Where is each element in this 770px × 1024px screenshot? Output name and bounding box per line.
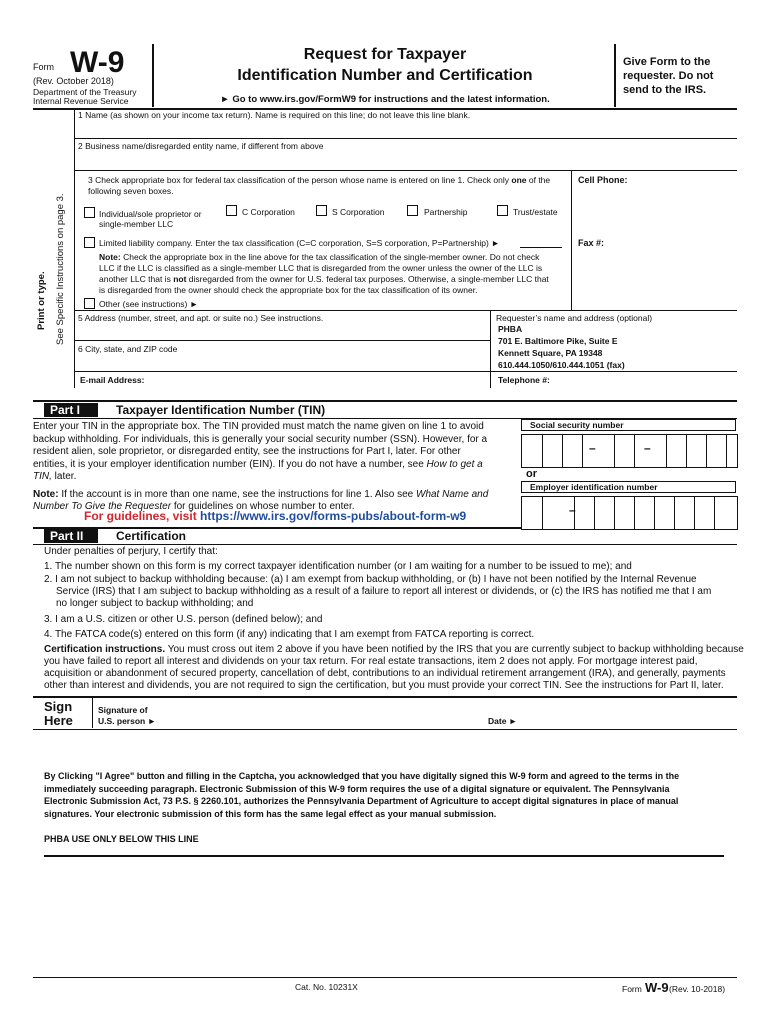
- c-corp-checkbox[interactable]: [226, 205, 237, 216]
- email-input[interactable]: [160, 373, 485, 386]
- ssn-dash-1: –: [589, 441, 596, 455]
- line3-text-b: of the: [528, 175, 551, 185]
- part1-p1: Enter your TIN in the appropriate box. The TIN provided must match the name given on line 1 to avoid: [33, 421, 484, 432]
- part1-note-i2: Number To Give the Requester: [33, 501, 172, 512]
- footer-revision: (Rev. 10-2018): [669, 984, 726, 994]
- llc-note: [99, 252, 569, 296]
- part1-title: Taxpayer Identification Number (TIN): [116, 403, 326, 417]
- other-label: Other (see instructions) ►: [99, 299, 199, 309]
- rule-before-email: [74, 371, 737, 372]
- phba-use-only: PHBA USE ONLY BELOW THIS LINE: [44, 834, 199, 844]
- ein-input[interactable]: [521, 496, 738, 530]
- left-margin-rule: [74, 108, 75, 388]
- ssn-dash-2: –: [644, 441, 651, 455]
- consent-line-4: signatures. Your electronic submission of this form has the same legal effect as your manual submission.: [44, 808, 497, 819]
- part1-p2: backup withholding. For individuals, this is generally your social security number (SSN). However, for a: [33, 433, 488, 445]
- requester-divider: [490, 310, 491, 388]
- part1-note-a: If the account is in more than one name, see the instructions for line 1. Also see: [61, 488, 414, 500]
- irs-link-text: ► Go to www.irs.gov/FormW9 for instructions and the latest information.: [220, 94, 550, 105]
- signature-label-2: U.S. person ►: [98, 716, 157, 726]
- requester-address-2: Kennett Square, PA 19348: [498, 348, 603, 358]
- cert-item-2c: no longer subject to backup withholding; and: [56, 598, 254, 609]
- part1-p3: resident alien, sole proprietor, or disregarded entity, see the instructions for Part I, later. For other: [33, 446, 461, 457]
- consent-line-2: immediately succeeding paragraph. Electronic Submission of this W-9 form requires the use of a digital signature or equivalent. The Pennsylvania: [44, 783, 670, 794]
- line3-text-a: 3 Check appropriate box for federal tax classification of the person whose name is entered on line 1. Check only: [88, 175, 509, 185]
- part2-label: Part II: [44, 529, 98, 543]
- part2-title-rule: [33, 544, 737, 545]
- cert-instr-2: you have failed to report all interest and dividends on your tax return. For real estate transactions, item 2 does not apply. For mortgage interest paid,: [44, 656, 698, 667]
- part1-p4i: How to get a: [426, 458, 483, 470]
- date-input[interactable]: [522, 702, 732, 726]
- c-corp-label: C Corporation: [242, 207, 295, 217]
- sign-divider: [92, 698, 93, 728]
- trust-checkbox[interactable]: [497, 205, 508, 216]
- line2-label: 2 Business name/disregarded entity name, if different from above: [78, 141, 324, 151]
- side-see-instructions: See Specific Instructions on page 3.: [55, 193, 66, 345]
- llc-classification-input[interactable]: [520, 247, 562, 248]
- requester-address-1: 701 E. Baltimore Pike, Suite E: [498, 336, 618, 346]
- part1-p5i: TIN,: [33, 471, 52, 482]
- or-label: or: [526, 468, 537, 480]
- line3-one: one: [511, 175, 527, 185]
- revision-date: (Rev. October 2018): [33, 76, 114, 86]
- part1-label: Part I: [44, 403, 98, 417]
- cert-item-1: 1. The number shown on this form is my correct taxpayer identification number (or I am waiting for a number to be issued to me); and: [44, 561, 632, 572]
- cert-instr-3: acquisition or abandonment of secured property, cancellation of debt, contributions to an individual retirement arrangement (IRA), and generally, payments: [44, 668, 726, 679]
- line3-label-2: following seven boxes.: [88, 186, 174, 196]
- other-checkbox[interactable]: [84, 298, 95, 309]
- llc-label: Limited liability company. Enter the tax classification (C=C corporation, S=S corporation, P=Partnership) ►: [99, 238, 500, 248]
- guidelines-label: For guidelines, visit: [84, 509, 197, 523]
- side-print: Print or type.: [36, 271, 47, 330]
- note-not: not: [173, 274, 187, 284]
- s-corp-checkbox[interactable]: [316, 205, 327, 216]
- ein-dash: –: [569, 503, 576, 517]
- ssn-label: Social security number: [521, 419, 736, 431]
- requester-name: PHBA: [498, 324, 523, 334]
- here-word: Here: [44, 713, 73, 728]
- line1-name-input[interactable]: [80, 122, 730, 136]
- partnership-checkbox[interactable]: [407, 205, 418, 216]
- rule-before-sign: [33, 696, 737, 698]
- cert-instr-1-text: You must cross out item 2 above if you have been notified by the IRS that you are currently subject to backup withholding because: [167, 644, 744, 655]
- line3-right-divider: [571, 170, 572, 310]
- rule-after-line1: [74, 138, 737, 139]
- individual-label-2: single-member LLC: [99, 219, 174, 229]
- part1-note-i1: What Name and: [416, 488, 489, 500]
- telephone-input[interactable]: [560, 373, 730, 386]
- part1-note-b: for guidelines on whose number to enter.: [173, 501, 355, 512]
- trust-label: Trust/estate: [513, 207, 558, 217]
- catalog-number: Cat. No. 10231X: [295, 982, 358, 992]
- footer-rule: [33, 977, 737, 978]
- cert-instructions-label: Certification instructions.: [44, 644, 166, 655]
- give-form-notice: Give Form to the requester. Do not send to the IRS.: [623, 56, 714, 96]
- line3-label: [88, 175, 550, 186]
- rule-after-sign: [33, 729, 737, 730]
- header-divider-right: [614, 44, 616, 107]
- cert-item-2a: 2. I am not subject to backup withholding because: (a) I am exempt from backup withholding, or (b) I have not been notified by the Internal Revenue: [44, 574, 697, 585]
- cert-item-2b: Service (IRS) that I am subject to backup withholding as a result of a failure to report all interest or dividends, or (c) the IRS has notified me that I am: [56, 586, 712, 597]
- phba-rule: [44, 855, 724, 857]
- title-line-2: Identification Number and Certification: [237, 67, 533, 84]
- sign-word: Sign: [44, 699, 73, 714]
- cert-instr-1: [44, 644, 744, 657]
- signature-input[interactable]: [165, 702, 465, 726]
- note-line-3b: disregarded from the owner for U.S. federal tax purposes. Otherwise, a single-member LLC that: [188, 274, 549, 284]
- line6-city-input[interactable]: [80, 356, 485, 370]
- header-divider-left: [152, 44, 154, 107]
- cert-item-3: 3. I am a U.S. citizen or other U.S. person (defined below); and: [44, 614, 323, 625]
- email-label: E-mail Address:: [80, 375, 145, 385]
- consent-paragraph: [44, 770, 734, 820]
- line6-label: 6 City, state, and ZIP code: [78, 344, 178, 354]
- note-label: Note:: [99, 252, 121, 262]
- line5-label: 5 Address (number, street, and apt. or suite no.) See instructions.: [78, 313, 324, 323]
- individual-checkbox[interactable]: [84, 207, 95, 218]
- cert-instr-4: other than interest and dividends, you are not required to sign the certification, but you must provide your correct TIN. See the instructions for Part II, later.: [44, 680, 724, 691]
- consent-line-1: By Clicking "I Agree" button and filling in the Captcha, you acknowledged that you have digitally signed this W-9 form and agreed to the terms in the: [44, 771, 680, 781]
- line5-address-input[interactable]: [80, 325, 485, 339]
- ssn-input[interactable]: [521, 434, 738, 468]
- footer-form-word: Form: [622, 984, 642, 994]
- line2-business-input[interactable]: [80, 153, 730, 167]
- department: Department of the Treasury: [33, 87, 137, 97]
- note-line-1: Check the appropriate box in the line above for the tax classification of the single-member owner. Do not check: [123, 252, 540, 262]
- date-label: Date ►: [488, 716, 518, 726]
- telephone-label: Telephone #:: [498, 375, 550, 385]
- line1-label: 1 Name (as shown on your income tax return). Name is required on this line; do not leave this line blank.: [78, 110, 471, 120]
- part2-title: Certification: [116, 529, 187, 543]
- s-corp-label: S Corporation: [332, 207, 385, 217]
- llc-checkbox[interactable]: [84, 237, 95, 248]
- form-word: Form: [33, 62, 54, 72]
- note-line-3a: another LLC that is: [99, 274, 171, 284]
- part1-instructions: [33, 421, 513, 514]
- note-line-2: LLC if the LLC is classified as a single-member LLC that is disregarded from the owner unless the owner of the LLC is: [99, 263, 543, 273]
- consent-line-3: Electronic Submission Act, 73 P.S. § 2260.101, authorizes the Pennsylvania Department of Agriculture to accept digital signatures in place of manual: [44, 796, 679, 806]
- note-line-4: is disregarded from the owner should check the appropriate box for the tax classification of its owner.: [99, 285, 478, 295]
- cell-phone-label: Cell Phone:: [578, 175, 628, 185]
- rule-before-part2: [33, 527, 521, 529]
- requester-phone: 610.444.1050/610.444.1051 (fax): [498, 360, 625, 370]
- form-number: W-9: [70, 46, 125, 79]
- part1-note-label: Note:: [33, 488, 59, 500]
- rule-after-line3: [74, 310, 737, 311]
- certify-intro: Under penalties of perjury, I certify that:: [44, 546, 218, 557]
- rule-after-line2: [74, 170, 737, 171]
- part1-p5b: later.: [54, 471, 77, 482]
- footer-form-number: W-9: [645, 980, 669, 995]
- title-line-1: Request for Taxpayer: [303, 46, 467, 63]
- part1-p4a: entities, it is your employer identification number (EIN). If you do not have a number, see: [33, 458, 424, 470]
- rule-before-part1: [33, 400, 737, 402]
- individual-label-1: Individual/sole proprietor or: [99, 209, 202, 219]
- rule-after-line5: [74, 340, 490, 341]
- fax-label: Fax #:: [578, 238, 605, 248]
- ein-label: Employer identification number: [521, 481, 736, 493]
- guidelines-link[interactable]: [200, 509, 466, 523]
- guidelines-url[interactable]: https://www.irs.gov/forms-pubs/about-form-w9: [200, 509, 467, 523]
- requester-label: Requester’s name and address (optional): [496, 313, 653, 323]
- cert-item-4: 4. The FATCA code(s) entered on this form (if any) indicating that I am exempt from FATCA reporting is correct.: [44, 629, 535, 640]
- side-instructions: [36, 70, 47, 330]
- partnership-label: Partnership: [424, 207, 468, 217]
- signature-label-1: Signature of: [98, 705, 148, 715]
- irs-name: Internal Revenue Service: [33, 96, 129, 106]
